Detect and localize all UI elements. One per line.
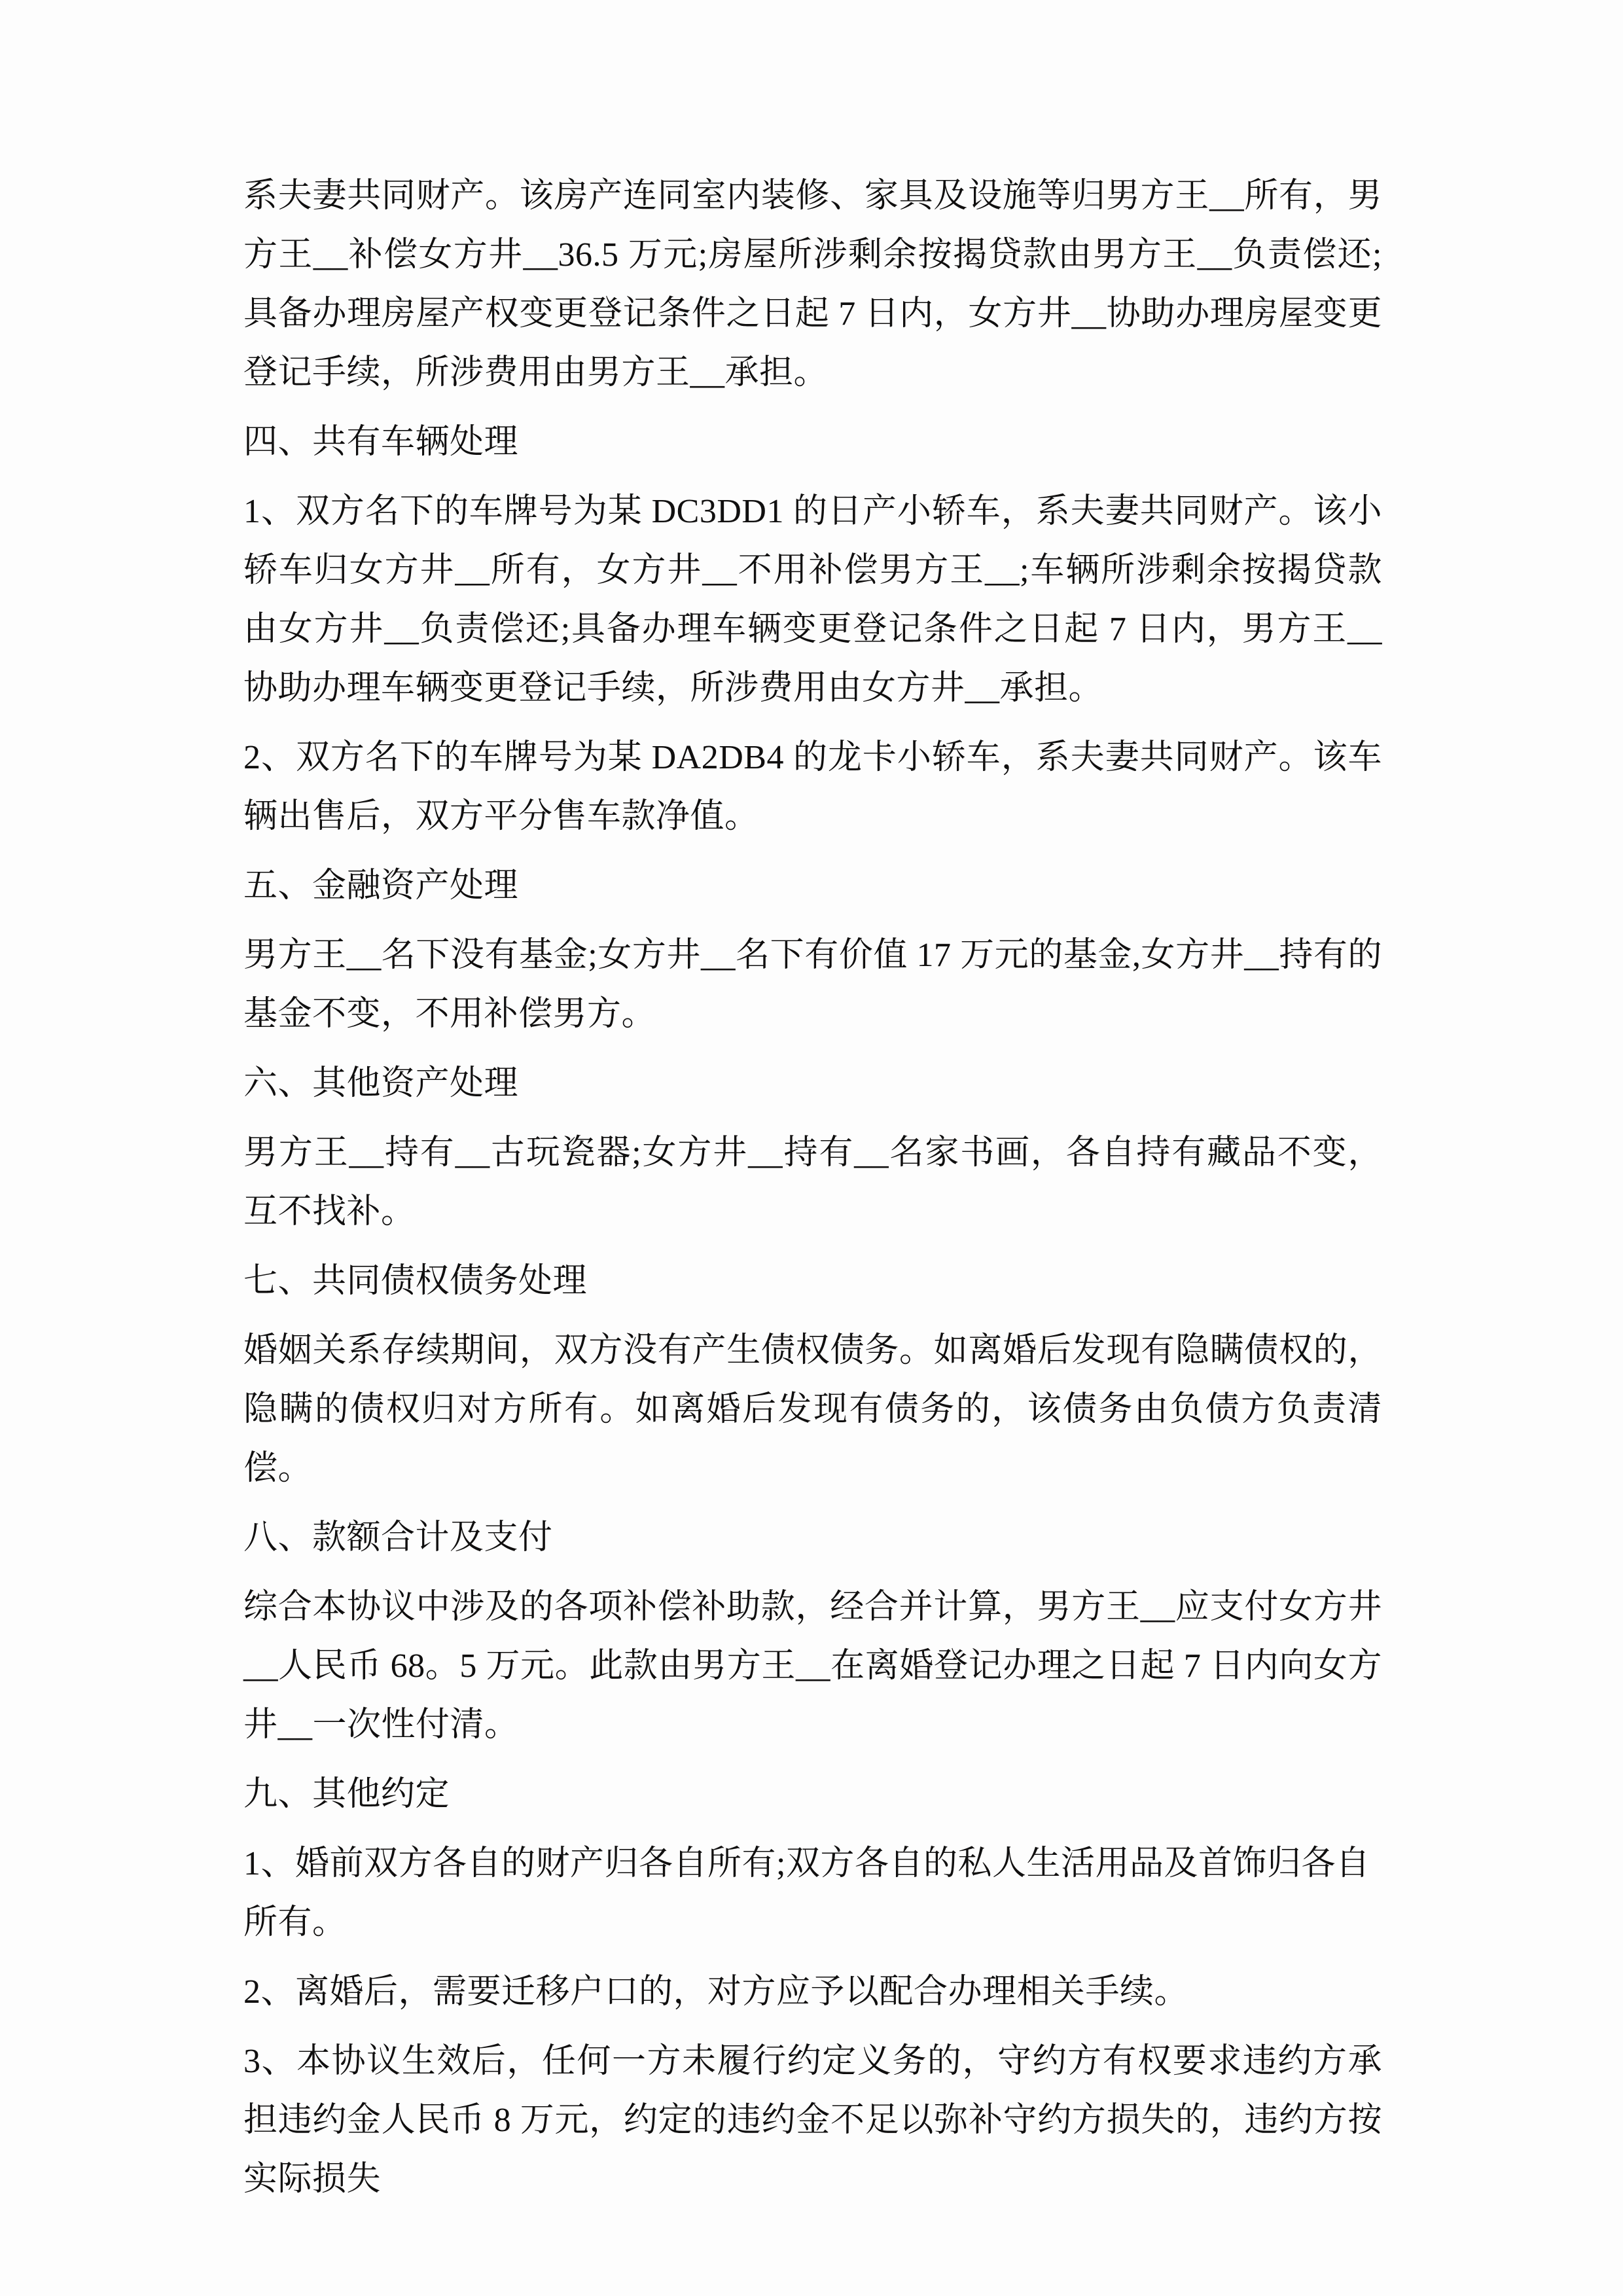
paragraph-financial-assets-detail: 男方王__名下没有基金;女方井__名下有价值 17 万元的基金,女方井__持有的基金不变，不用补偿男方。 — [243, 937, 1382, 1033]
paragraph-other-agreement-item-3: 3、本协议生效后，任何一方未履行约定义务的，守约方有权要求违约方承担违约金人民币 8 万元，约定的违约金不足以弥补守约方损失的，违约方按实际损失 — [243, 2043, 1382, 2198]
section-heading-financial-assets: 五、金融资产处理 — [243, 867, 519, 905]
paragraph-vehicle-item-2: 2、双方名下的车牌号为某 DA2DB4 的龙卡小轿车，系夫妻共同财产。该车辆出售后，双方平分售车款净值。 — [243, 739, 1382, 835]
paragraph-other-agreement-item-1: 1、婚前双方各自的财产归各自所有;双方各自的私人生活用品及首饰归各自所有。 — [243, 1845, 1370, 1941]
section-heading-other-agreements: 九、其他约定 — [243, 1776, 450, 1813]
paragraph-vehicle-item-1: 1、双方名下的车牌号为某 DC3DD1 的日产小轿车，系夫妻共同财产。该小轿车归女方井__所有，女方井__不用补偿男方王__;车辆所涉剩余按揭贷款由女方井__负责偿还;具备办理车辆变更登记条件之日起 7 日内，男方王__协助办理车辆变更登记手续，所涉费用由女方井__承担。 — [243, 493, 1382, 707]
section-heading-other-assets: 六、其他资产处理 — [243, 1065, 519, 1102]
section-heading-joint-debts: 七、共同债权债务处理 — [243, 1263, 588, 1300]
section-heading-total-payment: 八、款额合计及支付 — [243, 1519, 553, 1556]
paragraph-property-house-allocation: 系夫妻共同财产。该房产连同室内装修、家具及设施等归男方王__所有，男方王__补偿女方井__36.5 万元;房屋所涉剩余按揭贷款由男方王__负责偿还;具备办理房屋产权变更登记条件之日起 7 日内，女方井__协助办理房屋变更登记手续，所涉费用由男方王__承担。 — [243, 177, 1382, 391]
section-heading-shared-vehicles: 四、共有车辆处理 — [243, 423, 519, 461]
paragraph-joint-debts-detail: 婚姻关系存续期间，双方没有产生债权债务。如离婚后发现有隐瞒债权的，隐瞒的债权归对方所有。如离婚后发现有债务的，该债务由负债方负责清偿。 — [243, 1332, 1382, 1487]
paragraph-other-assets-detail: 男方王__持有__古玩瓷器;女方井__持有__名家书画，各自持有藏品不变，互不找补。 — [243, 1134, 1382, 1230]
paragraph-total-payment-detail: 综合本协议中涉及的各项补偿补助款，经合并计算，男方王__应支付女方井__人民币 68。5 万元。此款由男方王__在离婚登记办理之日起 7 日内向女方井__一次性付清。 — [243, 1588, 1382, 1744]
document-text-body — [243, 167, 1382, 2209]
paragraph-other-agreement-item-2: 2、离婚后，需要迁移户口的，对方应予以配合办理相关手续。 — [243, 1973, 1189, 2011]
